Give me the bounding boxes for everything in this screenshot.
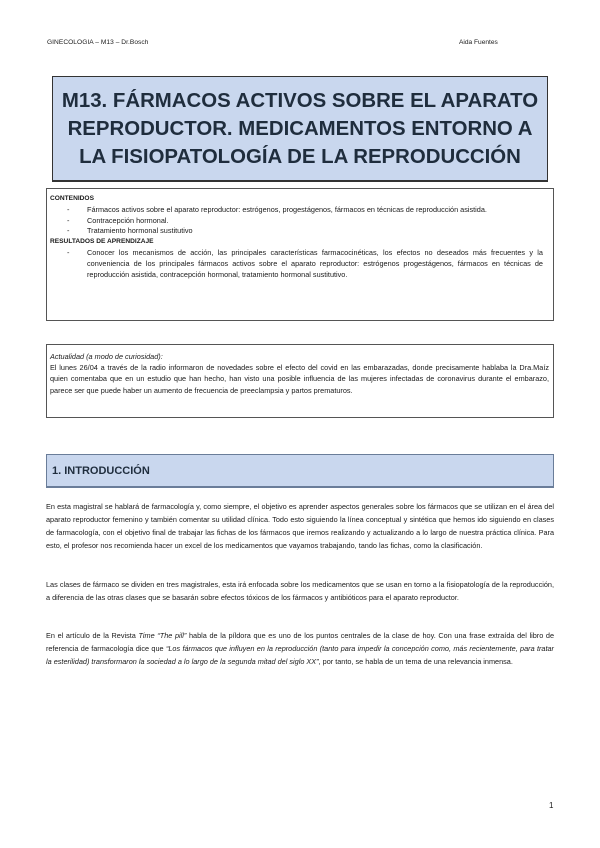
paragraph-3 xyxy=(46,630,554,669)
contents-list xyxy=(50,205,543,237)
outcomes-list xyxy=(50,248,543,280)
paragraph-2: Las clases de fármaco se dividen en tres magistrales, esta irá enfocada sobre los medicamentos que se usan en torno a la fisiopatología de la reproducción, a diferencia de las otras clases que se basarán sobre efectos tóxicos de los fármacos y antibióticos para el aparato reproductor. xyxy=(46,580,554,602)
paragraph-1: En esta magistral se hablará de farmacología y, como siempre, el objetivo es aprender aspectos generales sobre los fármacos que se utilizan en el área del aparato reproductor femenino y también comentar su utilidad clínica. Todo esto siguiendo la línea conceptual y sintética que hemos ido siguiendo en clases de farmacología, con el objetivo final de trabajar las fichas de los fármacos que iremos realizando y actualizando a lo largo de nuestra práctica clínica. Para esto, el profesor nos recomienda hacer un excel de los medicamentos que vayamos trabajando, tando las fichas, como la clasificación. xyxy=(46,502,554,550)
paragraph-1-wrap xyxy=(46,501,554,553)
paragraph-3-middle: habla de la píldora que es uno de los puntos centrales de la clase de hoy. Con una frase extraída del libro de referencia de farmacología dice que xyxy=(46,631,555,653)
curiosity-label: Actualidad (a modo de curiosidad): xyxy=(50,352,163,361)
contents-item: - Fármacos activos sobre el aparato reproductor: estrógenos, progestágenos, fármacos en técnicas de reproducción asistida. xyxy=(50,205,543,216)
section-title: 1. INTRODUCCIÓN xyxy=(52,464,150,477)
book-quote: “Los fármacos que influyen en la reproducción (tanto para impedir la concepción como, más recientemente, para tratar la esterilidad) transformaron la sociedad a lo largo de la segunda mitad del siglo XX” xyxy=(46,643,554,666)
header-author: Aida Fuentes xyxy=(459,39,498,46)
contents-item: - Tratamiento hormonal sustitutivo xyxy=(50,226,543,237)
contents-item: - Contracepción hormonal. xyxy=(50,216,543,227)
outcomes-item: - Conocer los mecanismos de acción, las principales características farmacocinéticas, los efectos no deseados más frecuentes y la conveniencia de los principales fármacos activos sobre el aparato reproductor: estrógenos progestágenos, fármacos en técnicas de reproducción asistida, contracepción hormonal, tratamiento hormonal sustitutivo. xyxy=(50,248,543,280)
contents-box xyxy=(46,188,554,321)
page-number: 1 xyxy=(549,801,554,810)
outcomes-heading: RESULTADOS DE APRENDIZAJE xyxy=(50,238,154,246)
paragraph-2-wrap xyxy=(46,579,554,605)
paragraph-3-end: , por tanto, se habla de un tema de una relevancia inmensa. xyxy=(318,656,513,666)
title-banner xyxy=(52,76,548,182)
journal-title: Time “The pill” xyxy=(138,631,187,640)
paragraph-3-intro: En el artículo de la Revista xyxy=(46,631,139,640)
section-banner xyxy=(46,454,554,488)
curiosity-box xyxy=(46,344,554,418)
paragraph-3-wrap xyxy=(46,630,554,669)
contents-heading: CONTENIDOS xyxy=(50,195,94,202)
page-title: M13. FÁRMACOS ACTIVOS SOBRE EL APARATO REPRODUCTOR. MEDICAMENTOS ENTORNO A LA FISIOPATOLOGÍA DE LA REPRODUCCIÓN xyxy=(61,89,539,168)
header-course: GINECOLOGIA – M13 – Dr.Bosch xyxy=(47,39,149,46)
curiosity-text: El lunes 26/04 a través de la radio informaron de novedades sobre el efecto del covid en las embarazadas, donde precisamente hablaba la Dra.Maíz quien comentaba que en un estudio que han hecho, han visto una posible influencia de las mujeres infectadas de coronavirus durante el embarazo, parece ser que puede haber un aumento de frecuencia de preeclampsia y partos prematuros. xyxy=(50,363,549,395)
